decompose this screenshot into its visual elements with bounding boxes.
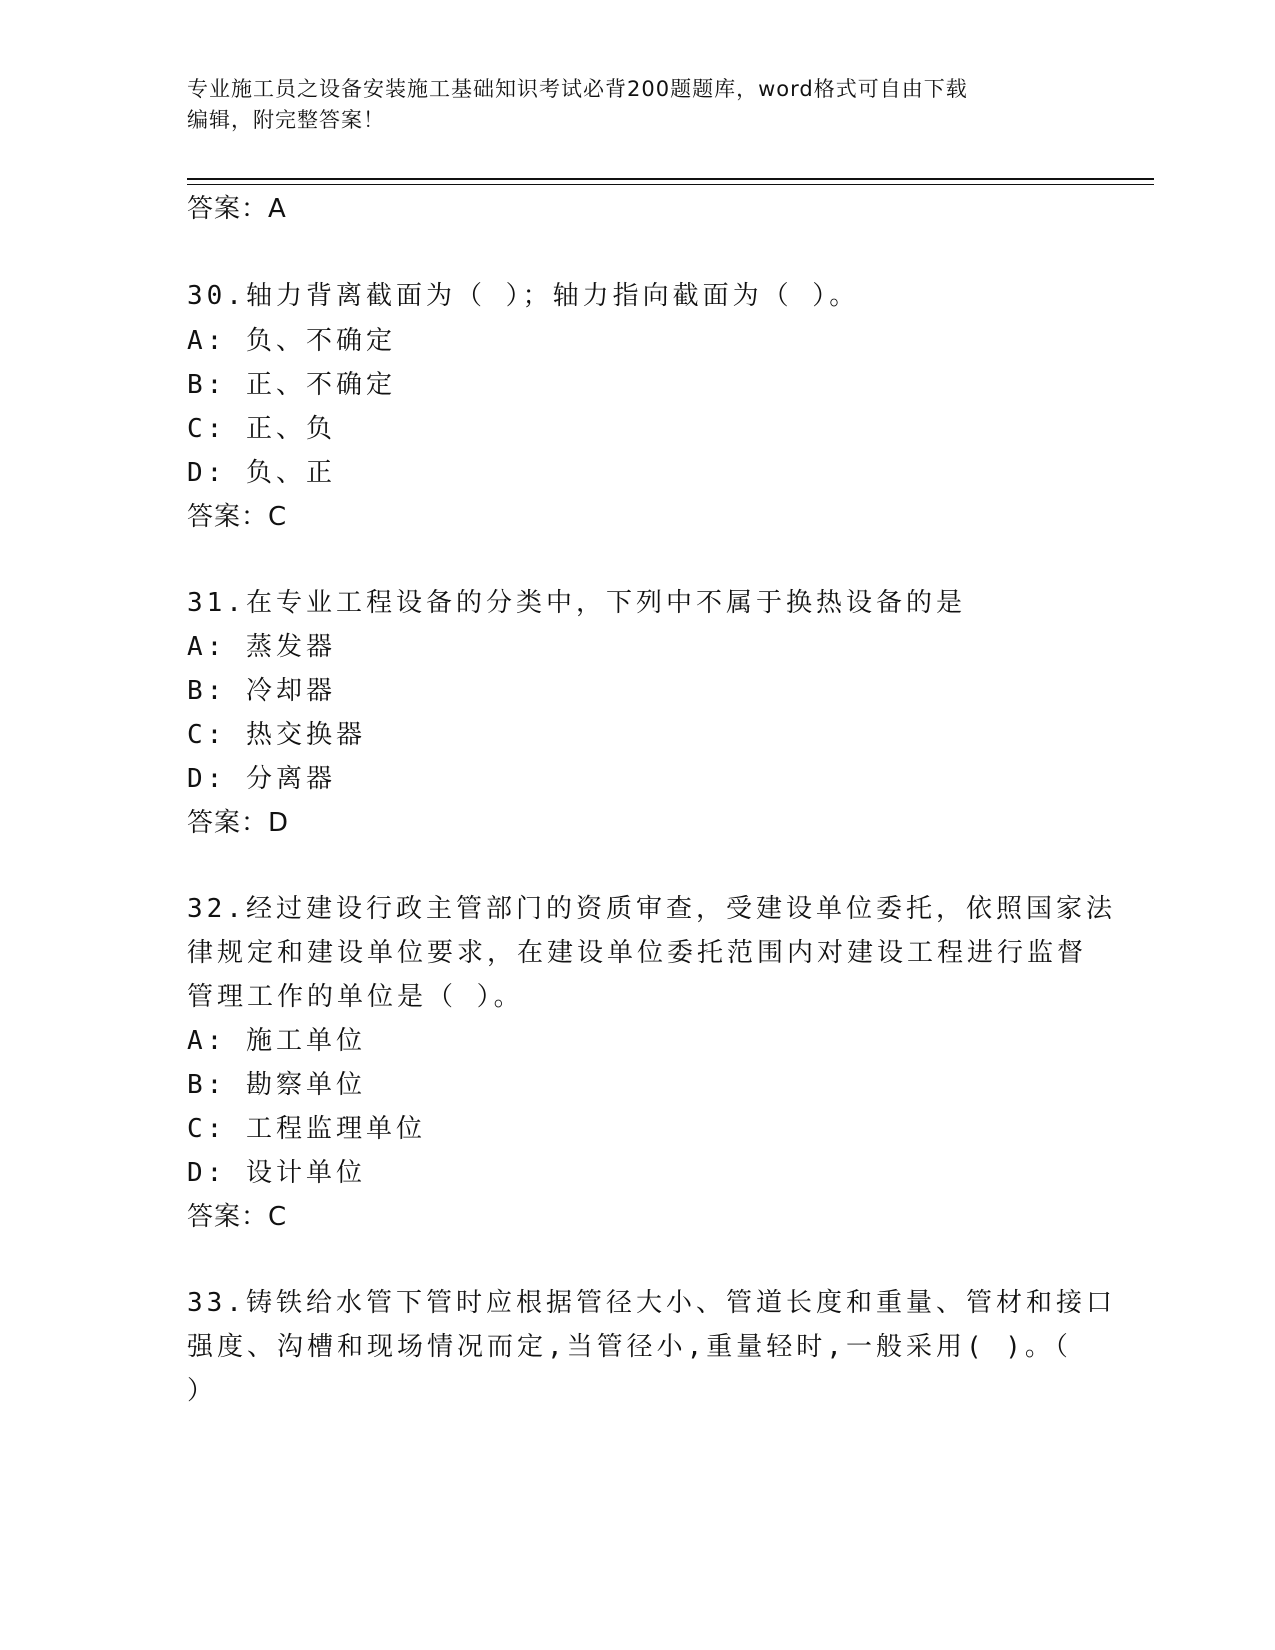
question-33-stem-line-2: 强度、沟槽和现场情况而定,当管径小,重量轻时,一般采用( )。（ — [187, 1332, 1072, 1362]
question-32-stem-line-2: 律规定和建设单位要求，在建设单位委托范围内对建设工程进行监督 — [187, 938, 1088, 968]
question-31-option-b: B: 冷却器 — [187, 676, 336, 706]
question-31-option-c: C: 热交换器 — [187, 720, 366, 750]
question-30-option-b: B: 正、不确定 — [187, 370, 396, 400]
question-31-stem: 31.在专业工程设备的分类中，下列中不属于换热设备的是 — [187, 588, 966, 618]
question-32-stem-line-3: 管理工作的单位是（ ）。 — [187, 982, 524, 1012]
document-header — [187, 74, 1067, 136]
answer-29: 答案：A — [187, 194, 287, 224]
question-30-answer: 答案：C — [187, 502, 288, 532]
question-30-option-a: A: 负、不确定 — [187, 326, 396, 356]
question-30-stem: 30.轴力背离截面为（ ）；轴力指向截面为（ ）。 — [187, 281, 860, 311]
question-31-option-d: D: 分离器 — [187, 764, 336, 794]
question-32-stem-line-1: 32.经过建设行政主管部门的资质审查，受建设单位委托，依照国家法 — [187, 894, 1116, 924]
header-line-1: 专业施工员之设备安装施工基础知识考试必背200题题库，word格式可自由下载 — [187, 77, 968, 101]
question-33-stem-line-3: ） — [187, 1376, 218, 1406]
question-30-option-d: D: 负、正 — [187, 458, 336, 488]
header-rule-thick — [187, 178, 1154, 180]
question-30-option-c: C: 正、负 — [187, 414, 336, 444]
question-31-option-a: A: 蒸发器 — [187, 632, 336, 662]
question-32-option-c: C: 工程监理单位 — [187, 1114, 426, 1144]
question-31-answer: 答案：D — [187, 808, 290, 838]
header-line-2: 编辑，附完整答案！ — [187, 108, 385, 132]
question-32-option-a: A: 施工单位 — [187, 1026, 366, 1056]
question-32-option-b: B: 勘察单位 — [187, 1070, 366, 1100]
question-32-option-d: D: 设计单位 — [187, 1158, 366, 1188]
question-33-stem-line-1: 33.铸铁给水管下管时应根据管径大小、管道长度和重量、管材和接口 — [187, 1288, 1116, 1318]
header-rule-thin — [187, 184, 1154, 185]
question-32-answer: 答案：C — [187, 1202, 288, 1232]
